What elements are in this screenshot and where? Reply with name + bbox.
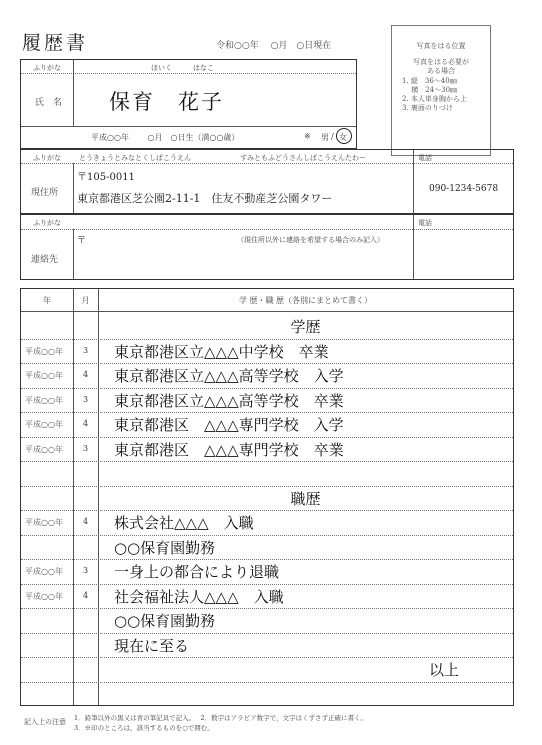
history-month: 4 [82,590,89,600]
name-value: 保育 花子 [109,90,224,114]
column-header-detail: 学 歴・職 歴（各別にまとめて書く） [238,296,373,305]
history-entry: 東京都港区立△△△高等学校 入学 [114,367,344,385]
postal-code: 〒105-0011 [77,172,135,183]
history-year: 平成○○年 [25,346,63,356]
gender-note: ※ [304,132,311,141]
history-entry: 東京都港区 △△△専門学校 入学 [114,416,344,434]
phone-value: 090-1234-5678 [429,184,499,194]
row-divider [21,657,513,658]
history-entry: 東京都港区 △△△専門学校 卒業 [114,440,344,459]
photo-line: 横 24〜30㎜ [402,86,458,94]
history-entry: 職歴 [290,489,321,508]
footer-label: 記入上の注意 [24,718,66,726]
history-month: 4 [82,419,89,428]
photo-placeholder [391,25,491,156]
photo-line: ある場合 [427,67,455,75]
document-title: 履歴書 [22,32,89,54]
contact-phone-label: 電話 [418,219,432,227]
column-header-month: 月 [81,296,90,305]
birth-date: 平成○○年 ○月 ○日生（満○○歳） [91,133,240,142]
address-label: 現住所 [31,188,59,198]
furigana-label: ふりがな [33,64,61,72]
history-month: 3 [82,345,89,355]
address-value: 東京都港区芝公園2-11-1 住友不動産芝公園タワー [77,192,333,205]
photo-line: 2. 本人単身胸から上 [402,95,467,103]
row-divider [21,633,513,634]
history-year: 平成○○年 [25,591,63,601]
furigana-label: ふりがな [33,219,61,227]
history-year: 平成○○年 [25,567,63,576]
history-entry: 株式会社△△△ 入職 [114,514,254,532]
history-entry: 現在に至る [114,636,190,655]
photo-line: 写真をはる必要が [413,58,469,66]
name-label: 氏 名 [35,98,63,108]
history-entry: 東京都港区立△△△高等学校 卒業 [114,391,344,410]
row-divider [21,584,513,585]
history-month: 3 [82,394,89,404]
history-month: 4 [82,517,89,526]
row-divider [21,608,513,609]
row-divider [21,363,513,364]
contact-section [20,214,514,280]
history-entry: 社会福祉法人△△△ 入職 [114,587,284,606]
contact-note: （現住所以外に連絡を希望する場合のみ記入） [237,236,384,244]
name-section [20,59,357,149]
footer-note-1: 1．鉛筆以外の黒又は青の筆記具で記入。 2．数字はアラビア数字で，文字はくずさず正確に書く。 [74,714,367,722]
history-year: 平成○○年 [25,420,63,429]
gender-separator: / [331,132,334,141]
row-divider [21,437,513,438]
contact-postal: 〒 [77,236,87,246]
history-year: 平成○○年 [25,371,63,380]
history-year: 平成○○年 [25,395,63,405]
row-divider [21,535,513,536]
contact-label: 連絡先 [31,255,59,265]
history-month: 4 [82,370,89,379]
address-furigana: とうきょうとみなとくしばこうえん すみともふどうさんしばこうえんたわー [79,154,366,162]
history-entry: 東京都港区立△△△中学校 卒業 [114,342,329,361]
row-divider [21,559,513,560]
row-divider [21,461,513,462]
footer-note-2: 3．※印のところは，該当するものを○で囲む。 [74,724,214,732]
photo-line: 3. 裏面のりづけ [402,104,453,112]
history-month: 3 [82,443,89,453]
photo-title: 写真をはる位置 [416,42,466,50]
row-divider [21,486,513,487]
history-year: 平成○○年 [25,444,63,454]
history-month: 3 [82,566,89,575]
history-entry: 学歴 [290,318,321,336]
phone-label: 電話 [418,154,432,162]
row-divider [21,682,513,683]
name-furigana: ほいく はなこ [151,64,214,72]
history-entry: ○○保育園勤務 [114,612,216,630]
history-year: 平成○○年 [25,518,63,527]
row-divider [21,412,513,413]
row-divider [21,510,513,511]
photo-line: 1. 縦 36〜40㎜ [402,77,457,85]
gender-male: 男 [321,133,329,142]
history-table [20,288,514,706]
row-divider [21,339,513,340]
gender-female: 女 [339,133,347,142]
address-section [20,149,514,214]
history-entry: 一身上の都合により退職 [114,563,280,581]
history-entry: ○○保育園勤務 [114,538,216,557]
furigana-label: ふりがな [33,154,61,162]
date-line: 令和○○年 ○月 ○日現在 [216,41,332,51]
row-divider [21,388,513,389]
column-header-year: 年 [43,296,51,305]
history-entry: 以上 [429,661,460,679]
